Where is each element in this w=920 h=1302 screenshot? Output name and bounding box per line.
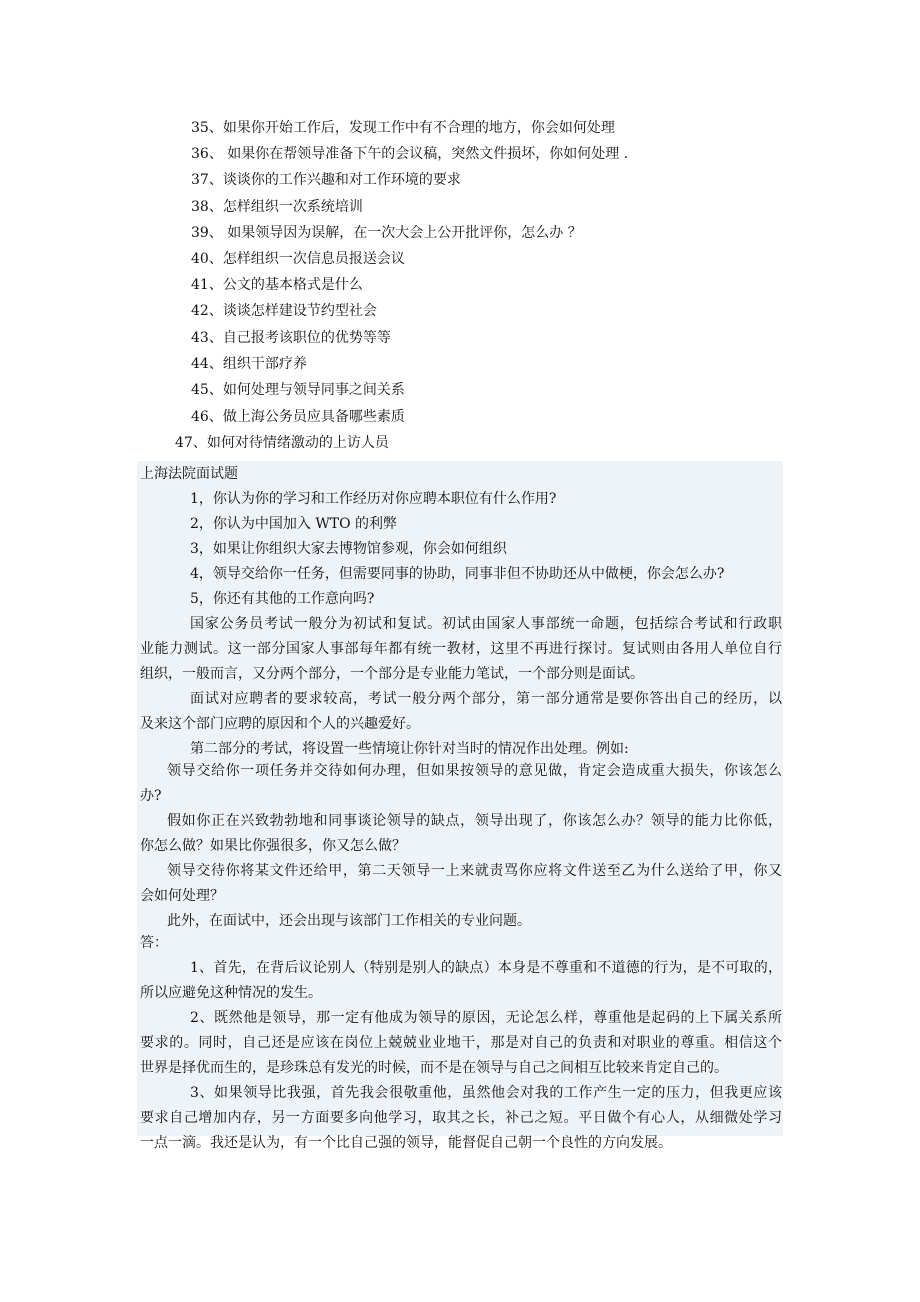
list-item: 37、谈谈你的工作兴趣和对工作环境的要求 [191, 172, 461, 188]
court-question: 2，你认为中国加入 WTO 的利弊 [190, 516, 398, 532]
paragraph-line: 此外，在面试中，还会出现与该部门工作相关的专业问题。 [167, 913, 531, 929]
list-item: 36、 如果你在帮领导准备下午的会议稿，突然文件损坏，你如何处理 . [191, 146, 629, 162]
list-item: 42、谈谈怎样建设节约型社会 [191, 303, 377, 319]
paragraph-line: 世界是择优而生的，是珍珠总有发光的时候，而不是在领导与自己之间相互比较来肯定自己的。 [140, 1060, 728, 1076]
list-item: 41、公文的基本格式是什么 [191, 277, 363, 293]
list-item: 45、如何处理与领导同事之间关系 [191, 382, 405, 398]
paragraph-line: 假如你正在兴致勃勃地和同事谈论领导的缺点，领导出现了，你该怎么办？领导的能力比你低， [167, 813, 782, 829]
list-item: 44、组织干部疗养 [191, 356, 307, 372]
court-question: 5，你还有其他的工作意向吗? [190, 591, 375, 607]
court-interview-section [137, 461, 783, 1151]
paragraph-line: 会如何处理？ [140, 888, 224, 904]
paragraph-line: 国家公务员考试一般分为初试和复试。初试由国家人事部统一命题，包括综合考试和行政职 [190, 616, 782, 632]
answer-label: 答： [140, 935, 168, 951]
paragraph-line: 领导交给你一项任务并交待如何办理，但如果按领导的意见做，肯定会造成重大损失，你该怎么 [167, 763, 782, 779]
list-item: 38、怎样组织一次系统培训 [191, 199, 363, 215]
paragraph-line: 3、如果领导比我强，首先我会很敬重他，虽然他会对我的工作产生一定的压力，但我更应该 [190, 1085, 782, 1101]
list-item: 39、 如果领导因为误解，在一次大会上公开批评你，怎么办 ？ [191, 225, 582, 241]
paragraph-line: 办? [140, 788, 162, 804]
paragraph-line: 一点一滴。我还是认为，有一个比自己强的领导，能督促自己朝一个良性的方向发展。 [140, 1135, 672, 1151]
paragraph-line: 面试对应聘者的要求较高，考试一般分两个部分，第一部分通常是要你答出自己的经历，以 [190, 691, 782, 707]
paragraph-line: 第二部分的考试，将设置一些情境让你针对当时的情况作出处理。例如: [190, 741, 629, 757]
list-item: 40、怎样组织一次信息员报送会议 [191, 251, 405, 267]
paragraph-line: 你怎么做？如果比你强很多，你又怎么做？ [140, 838, 406, 854]
paragraph-line: 领导交待你将某文件还给甲，第二天领导一上来就责骂你应将文件送至乙为什么送给了甲，你又 [167, 863, 782, 879]
paragraph-line: 所以应避免这种情况的发生。 [140, 985, 322, 1001]
paragraph-line: 及来这个部门应聘的原因和个人的兴趣爱好。 [140, 716, 420, 732]
paragraph-line: 1、首先，在背后议论别人（特别是别人的缺点）本身是不尊重和不道德的行为，是不可取的， [190, 960, 782, 976]
court-question: 1，你认为你的学习和工作经历对你应聘本职位有什么作用? [190, 491, 557, 507]
list-item: 47、如何对待情绪激动的上访人员 [175, 435, 389, 451]
court-question: 4，领导交给你一任务，但需要同事的协助，同事非但不协助还从中做梗，你会怎么办? [190, 566, 725, 582]
paragraph-line: 2、既然他是领导，那一定有他成为领导的原因，无论怎么样，尊重他是起码的上下属关系所 [190, 1010, 782, 1026]
paragraph-line: 组织，一般而言，又分两个部分，一个部分是专业能力笔试，一个部分则是面试。 [140, 666, 644, 682]
list-item: 35、如果你开始工作后，发现工作中有不合理的地方，你会如何处理 [191, 120, 615, 136]
paragraph-line: 要求的。同时，自己还是应该在岗位上兢兢业业地干，那是对自己的负责和对职业的尊重。相信这个 [140, 1035, 782, 1051]
paragraph-line: 业能力测试。这一部分国家人事部每年都有统一教材，这里不再进行探讨。复试则由各用人单位自行 [140, 641, 782, 657]
court-question: 3，如果让你组织大家去博物馆参观，你会如何组织 [190, 541, 507, 557]
list-item: 43、自己报考该职位的优势等等 [191, 330, 391, 346]
list-item: 46、做上海公务员应具备哪些素质 [191, 409, 405, 425]
section-title: 上海法院面试题 [140, 466, 238, 482]
paragraph-line: 要求自己增加内存，另一方面要多向他学习，取其之长，补己之短。平日做个有心人，从细微处学习 [140, 1110, 782, 1126]
